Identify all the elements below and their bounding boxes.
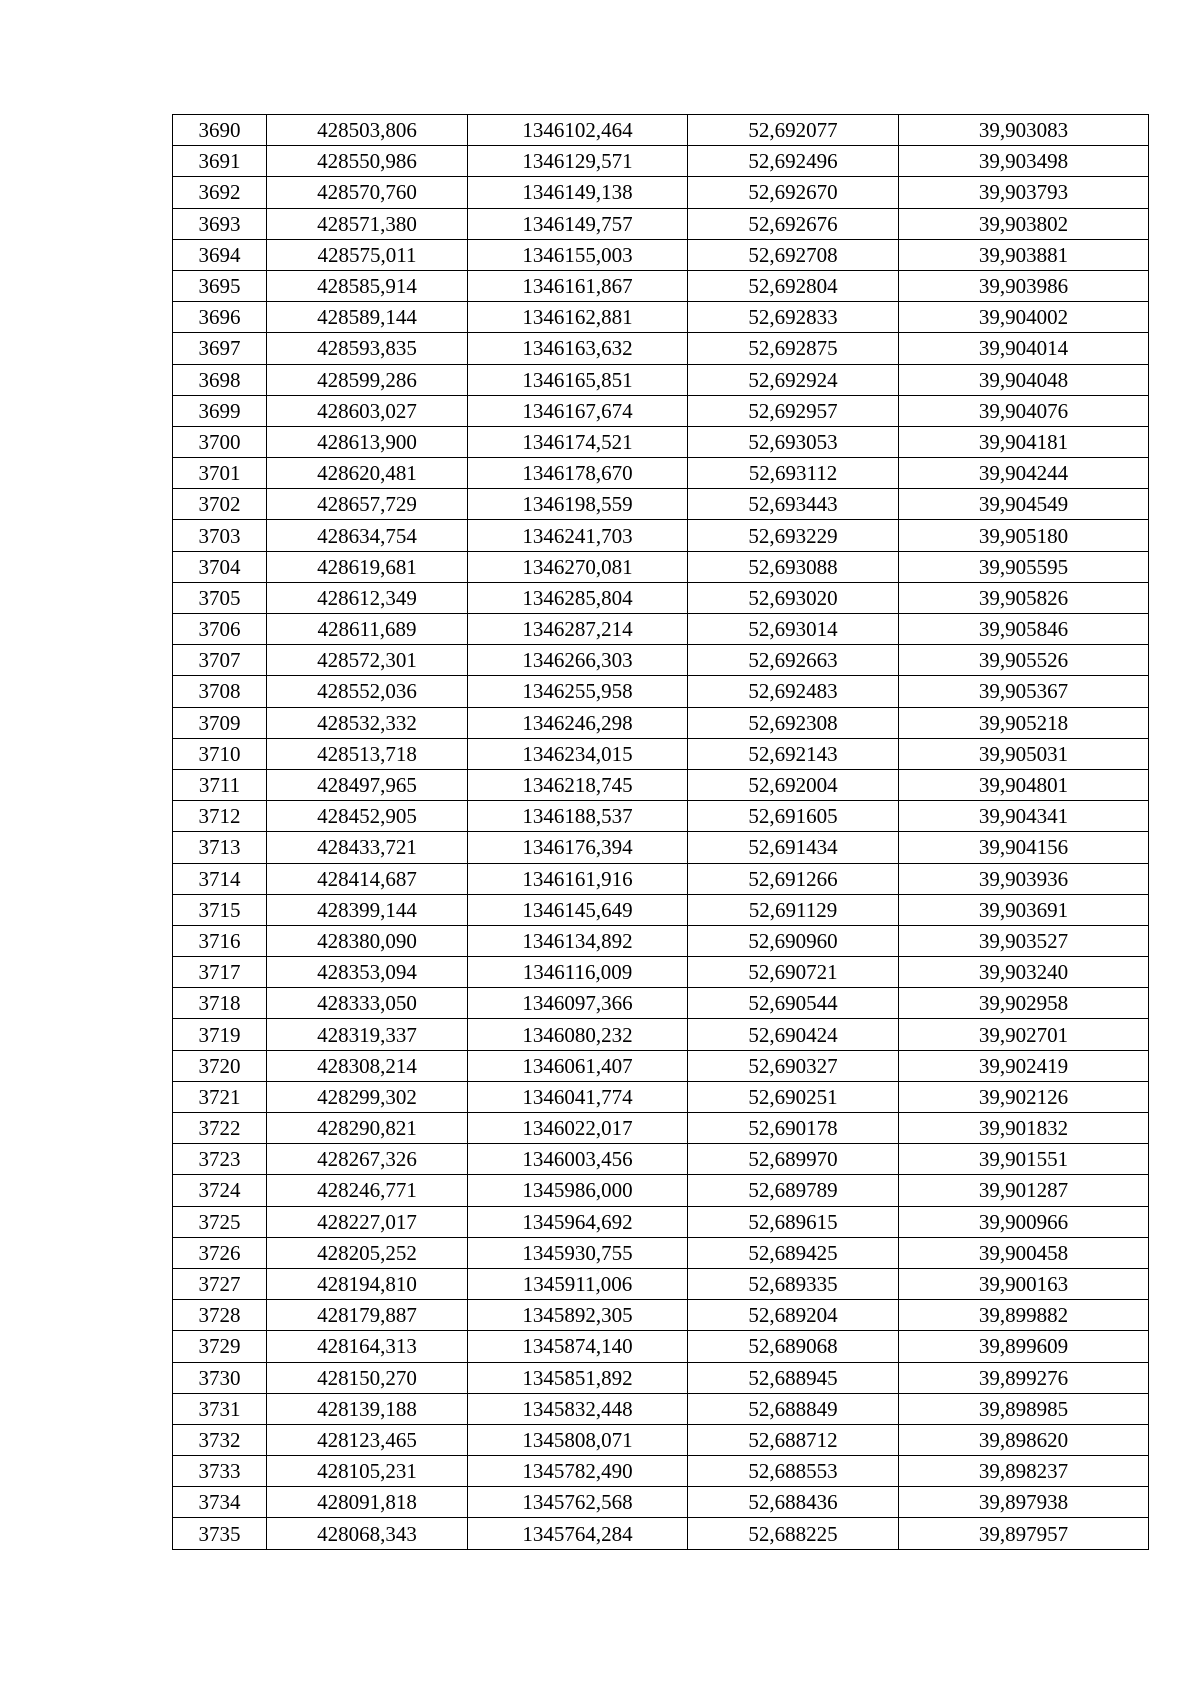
point-number-cell: 3700	[173, 426, 267, 457]
point-number-cell: 3707	[173, 645, 267, 676]
point-number-cell: 3713	[173, 832, 267, 863]
x-coordinate-cell: 428603,027	[267, 395, 468, 426]
y-coordinate-cell: 1345911,006	[468, 1268, 688, 1299]
latitude-cell: 52,690178	[688, 1113, 899, 1144]
latitude-cell: 52,691434	[688, 832, 899, 863]
x-coordinate-cell: 428179,887	[267, 1300, 468, 1331]
longitude-cell: 39,899609	[899, 1331, 1149, 1362]
point-number-cell: 3735	[173, 1518, 267, 1549]
table-row	[173, 1424, 1149, 1455]
latitude-cell: 52,692804	[688, 270, 899, 301]
longitude-cell: 39,904549	[899, 489, 1149, 520]
y-coordinate-cell: 1346097,366	[468, 988, 688, 1019]
latitude-cell: 52,693229	[688, 520, 899, 551]
longitude-cell: 39,902126	[899, 1081, 1149, 1112]
point-number-cell: 3721	[173, 1081, 267, 1112]
x-coordinate-cell: 428246,771	[267, 1175, 468, 1206]
x-coordinate-cell: 428433,721	[267, 832, 468, 863]
longitude-cell: 39,897938	[899, 1487, 1149, 1518]
point-number-cell: 3724	[173, 1175, 267, 1206]
longitude-cell: 39,898620	[899, 1424, 1149, 1455]
latitude-cell: 52,689335	[688, 1268, 899, 1299]
table-row	[173, 1268, 1149, 1299]
x-coordinate-cell: 428105,231	[267, 1456, 468, 1487]
latitude-cell: 52,692663	[688, 645, 899, 676]
table-row	[173, 832, 1149, 863]
longitude-cell: 39,904002	[899, 302, 1149, 333]
x-coordinate-cell: 428164,313	[267, 1331, 468, 1362]
x-coordinate-cell: 428319,337	[267, 1019, 468, 1050]
y-coordinate-cell: 1345930,755	[468, 1237, 688, 1268]
longitude-cell: 39,905846	[899, 614, 1149, 645]
point-number-cell: 3719	[173, 1019, 267, 1050]
y-coordinate-cell: 1346003,456	[468, 1144, 688, 1175]
table-row	[173, 863, 1149, 894]
x-coordinate-cell: 428091,818	[267, 1487, 468, 1518]
y-coordinate-cell: 1345892,305	[468, 1300, 688, 1331]
longitude-cell: 39,899882	[899, 1300, 1149, 1331]
latitude-cell: 52,693112	[688, 458, 899, 489]
y-coordinate-cell: 1346167,674	[468, 395, 688, 426]
y-coordinate-cell: 1346161,916	[468, 863, 688, 894]
x-coordinate-cell: 428353,094	[267, 957, 468, 988]
table-row	[173, 1237, 1149, 1268]
longitude-cell: 39,905526	[899, 645, 1149, 676]
x-coordinate-cell: 428497,965	[267, 769, 468, 800]
table-row	[173, 177, 1149, 208]
y-coordinate-cell: 1346162,881	[468, 302, 688, 333]
point-number-cell: 3734	[173, 1487, 267, 1518]
table-row	[173, 364, 1149, 395]
table-row	[173, 426, 1149, 457]
point-number-cell: 3731	[173, 1393, 267, 1424]
longitude-cell: 39,903793	[899, 177, 1149, 208]
table-row	[173, 988, 1149, 1019]
table-row	[173, 1300, 1149, 1331]
y-coordinate-cell: 1346234,015	[468, 738, 688, 769]
y-coordinate-cell: 1346176,394	[468, 832, 688, 863]
latitude-cell: 52,688553	[688, 1456, 899, 1487]
longitude-cell: 39,901551	[899, 1144, 1149, 1175]
latitude-cell: 52,693014	[688, 614, 899, 645]
y-coordinate-cell: 1346102,464	[468, 115, 688, 146]
table-row	[173, 1393, 1149, 1424]
latitude-cell: 52,692833	[688, 302, 899, 333]
table-row	[173, 1019, 1149, 1050]
longitude-cell: 39,904048	[899, 364, 1149, 395]
latitude-cell: 52,688436	[688, 1487, 899, 1518]
longitude-cell: 39,905218	[899, 707, 1149, 738]
y-coordinate-cell: 1345964,692	[468, 1206, 688, 1237]
table-row	[173, 1331, 1149, 1362]
latitude-cell: 52,689425	[688, 1237, 899, 1268]
point-number-cell: 3715	[173, 894, 267, 925]
y-coordinate-cell: 1346149,757	[468, 208, 688, 239]
point-number-cell: 3712	[173, 801, 267, 832]
point-number-cell: 3732	[173, 1424, 267, 1455]
latitude-cell: 52,689970	[688, 1144, 899, 1175]
latitude-cell: 52,692483	[688, 676, 899, 707]
point-number-cell: 3704	[173, 551, 267, 582]
x-coordinate-cell: 428532,332	[267, 707, 468, 738]
point-number-cell: 3701	[173, 458, 267, 489]
x-coordinate-cell: 428599,286	[267, 364, 468, 395]
x-coordinate-cell: 428513,718	[267, 738, 468, 769]
table-row	[173, 1487, 1149, 1518]
table-row	[173, 208, 1149, 239]
latitude-cell: 52,688225	[688, 1518, 899, 1549]
y-coordinate-cell: 1345762,568	[468, 1487, 688, 1518]
x-coordinate-cell: 428634,754	[267, 520, 468, 551]
y-coordinate-cell: 1346163,632	[468, 333, 688, 364]
table-row	[173, 925, 1149, 956]
x-coordinate-cell: 428620,481	[267, 458, 468, 489]
latitude-cell: 52,688945	[688, 1362, 899, 1393]
table-row	[173, 1518, 1149, 1549]
point-number-cell: 3690	[173, 115, 267, 146]
y-coordinate-cell: 1346145,649	[468, 894, 688, 925]
y-coordinate-cell: 1345808,071	[468, 1424, 688, 1455]
longitude-cell: 39,898237	[899, 1456, 1149, 1487]
table-row	[173, 489, 1149, 520]
table-row	[173, 395, 1149, 426]
x-coordinate-cell: 428267,326	[267, 1144, 468, 1175]
y-coordinate-cell: 1346287,214	[468, 614, 688, 645]
longitude-cell: 39,904181	[899, 426, 1149, 457]
y-coordinate-cell: 1346165,851	[468, 364, 688, 395]
x-coordinate-cell: 428227,017	[267, 1206, 468, 1237]
x-coordinate-cell: 428612,349	[267, 582, 468, 613]
point-number-cell: 3726	[173, 1237, 267, 1268]
point-number-cell: 3716	[173, 925, 267, 956]
point-number-cell: 3728	[173, 1300, 267, 1331]
x-coordinate-cell: 428503,806	[267, 115, 468, 146]
point-number-cell: 3720	[173, 1050, 267, 1081]
point-number-cell: 3725	[173, 1206, 267, 1237]
x-coordinate-cell: 428575,011	[267, 239, 468, 270]
x-coordinate-cell: 428380,090	[267, 925, 468, 956]
table-row	[173, 239, 1149, 270]
point-number-cell: 3729	[173, 1331, 267, 1362]
longitude-cell: 39,903802	[899, 208, 1149, 239]
longitude-cell: 39,903881	[899, 239, 1149, 270]
table-row	[173, 801, 1149, 832]
longitude-cell: 39,903691	[899, 894, 1149, 925]
table-row	[173, 614, 1149, 645]
x-coordinate-cell: 428589,144	[267, 302, 468, 333]
y-coordinate-cell: 1345851,892	[468, 1362, 688, 1393]
point-number-cell: 3702	[173, 489, 267, 520]
latitude-cell: 52,692708	[688, 239, 899, 270]
table-row	[173, 769, 1149, 800]
latitude-cell: 52,690721	[688, 957, 899, 988]
table-row	[173, 146, 1149, 177]
longitude-cell: 39,905595	[899, 551, 1149, 582]
y-coordinate-cell: 1346061,407	[468, 1050, 688, 1081]
longitude-cell: 39,900458	[899, 1237, 1149, 1268]
x-coordinate-cell: 428619,681	[267, 551, 468, 582]
latitude-cell: 52,692676	[688, 208, 899, 239]
point-number-cell: 3722	[173, 1113, 267, 1144]
x-coordinate-cell: 428572,301	[267, 645, 468, 676]
y-coordinate-cell: 1346149,138	[468, 177, 688, 208]
longitude-cell: 39,903527	[899, 925, 1149, 956]
table-row	[173, 676, 1149, 707]
point-number-cell: 3691	[173, 146, 267, 177]
x-coordinate-cell: 428205,252	[267, 1237, 468, 1268]
latitude-cell: 52,692875	[688, 333, 899, 364]
x-coordinate-cell: 428123,465	[267, 1424, 468, 1455]
x-coordinate-cell: 428414,687	[267, 863, 468, 894]
y-coordinate-cell: 1346266,303	[468, 645, 688, 676]
longitude-cell: 39,902958	[899, 988, 1149, 1019]
table-row	[173, 1456, 1149, 1487]
longitude-cell: 39,903498	[899, 146, 1149, 177]
table-row	[173, 1362, 1149, 1393]
latitude-cell: 52,691605	[688, 801, 899, 832]
y-coordinate-cell: 1345764,284	[468, 1518, 688, 1549]
latitude-cell: 52,688849	[688, 1393, 899, 1424]
x-coordinate-cell: 428570,760	[267, 177, 468, 208]
y-coordinate-cell: 1345874,140	[468, 1331, 688, 1362]
point-number-cell: 3697	[173, 333, 267, 364]
latitude-cell: 52,689204	[688, 1300, 899, 1331]
table-row	[173, 894, 1149, 925]
x-coordinate-cell: 428150,270	[267, 1362, 468, 1393]
latitude-cell: 52,692924	[688, 364, 899, 395]
point-number-cell: 3708	[173, 676, 267, 707]
latitude-cell: 52,689789	[688, 1175, 899, 1206]
point-number-cell: 3699	[173, 395, 267, 426]
point-number-cell: 3694	[173, 239, 267, 270]
table-row	[173, 302, 1149, 333]
y-coordinate-cell: 1346241,703	[468, 520, 688, 551]
longitude-cell: 39,904801	[899, 769, 1149, 800]
longitude-cell: 39,905367	[899, 676, 1149, 707]
table-row	[173, 1175, 1149, 1206]
point-number-cell: 3711	[173, 769, 267, 800]
latitude-cell: 52,693053	[688, 426, 899, 457]
longitude-cell: 39,898985	[899, 1393, 1149, 1424]
table-row	[173, 738, 1149, 769]
latitude-cell: 52,692670	[688, 177, 899, 208]
latitude-cell: 52,690960	[688, 925, 899, 956]
coordinates-table	[172, 114, 1149, 1550]
longitude-cell: 39,904076	[899, 395, 1149, 426]
x-coordinate-cell: 428611,689	[267, 614, 468, 645]
longitude-cell: 39,903083	[899, 115, 1149, 146]
point-number-cell: 3717	[173, 957, 267, 988]
table-row	[173, 645, 1149, 676]
latitude-cell: 52,692004	[688, 769, 899, 800]
y-coordinate-cell: 1346188,537	[468, 801, 688, 832]
y-coordinate-cell: 1346022,017	[468, 1113, 688, 1144]
latitude-cell: 52,690327	[688, 1050, 899, 1081]
point-number-cell: 3709	[173, 707, 267, 738]
point-number-cell: 3693	[173, 208, 267, 239]
table-row	[173, 551, 1149, 582]
latitude-cell: 52,693020	[688, 582, 899, 613]
longitude-cell: 39,901287	[899, 1175, 1149, 1206]
x-coordinate-cell: 428585,914	[267, 270, 468, 301]
point-number-cell: 3727	[173, 1268, 267, 1299]
point-number-cell: 3714	[173, 863, 267, 894]
y-coordinate-cell: 1346285,804	[468, 582, 688, 613]
latitude-cell: 52,688712	[688, 1424, 899, 1455]
point-number-cell: 3695	[173, 270, 267, 301]
longitude-cell: 39,903986	[899, 270, 1149, 301]
latitude-cell: 52,690544	[688, 988, 899, 1019]
y-coordinate-cell: 1346178,670	[468, 458, 688, 489]
longitude-cell: 39,903240	[899, 957, 1149, 988]
latitude-cell: 52,689615	[688, 1206, 899, 1237]
y-coordinate-cell: 1346080,232	[468, 1019, 688, 1050]
x-coordinate-cell: 428613,900	[267, 426, 468, 457]
latitude-cell: 52,691266	[688, 863, 899, 894]
y-coordinate-cell: 1346041,774	[468, 1081, 688, 1112]
longitude-cell: 39,905826	[899, 582, 1149, 613]
x-coordinate-cell: 428550,986	[267, 146, 468, 177]
table-row	[173, 1144, 1149, 1175]
latitude-cell: 52,692077	[688, 115, 899, 146]
y-coordinate-cell: 1346198,559	[468, 489, 688, 520]
point-number-cell: 3692	[173, 177, 267, 208]
x-coordinate-cell: 428308,214	[267, 1050, 468, 1081]
x-coordinate-cell: 428552,036	[267, 676, 468, 707]
x-coordinate-cell: 428290,821	[267, 1113, 468, 1144]
coordinates-table-body	[173, 115, 1149, 1550]
latitude-cell: 52,691129	[688, 894, 899, 925]
x-coordinate-cell: 428299,302	[267, 1081, 468, 1112]
point-number-cell: 3703	[173, 520, 267, 551]
point-number-cell: 3718	[173, 988, 267, 1019]
latitude-cell: 52,692143	[688, 738, 899, 769]
x-coordinate-cell: 428068,343	[267, 1518, 468, 1549]
longitude-cell: 39,899276	[899, 1362, 1149, 1393]
x-coordinate-cell: 428399,144	[267, 894, 468, 925]
x-coordinate-cell: 428657,729	[267, 489, 468, 520]
y-coordinate-cell: 1346116,009	[468, 957, 688, 988]
longitude-cell: 39,901832	[899, 1113, 1149, 1144]
point-number-cell: 3730	[173, 1362, 267, 1393]
longitude-cell: 39,900966	[899, 1206, 1149, 1237]
y-coordinate-cell: 1346218,745	[468, 769, 688, 800]
longitude-cell: 39,904341	[899, 801, 1149, 832]
latitude-cell: 52,690424	[688, 1019, 899, 1050]
latitude-cell: 52,689068	[688, 1331, 899, 1362]
table-row	[173, 458, 1149, 489]
y-coordinate-cell: 1346155,003	[468, 239, 688, 270]
longitude-cell: 39,905180	[899, 520, 1149, 551]
longitude-cell: 39,904156	[899, 832, 1149, 863]
point-number-cell: 3696	[173, 302, 267, 333]
table-row	[173, 1206, 1149, 1237]
longitude-cell: 39,905031	[899, 738, 1149, 769]
x-coordinate-cell: 428333,050	[267, 988, 468, 1019]
longitude-cell: 39,904244	[899, 458, 1149, 489]
latitude-cell: 52,692957	[688, 395, 899, 426]
point-number-cell: 3705	[173, 582, 267, 613]
point-number-cell: 3710	[173, 738, 267, 769]
latitude-cell: 52,692308	[688, 707, 899, 738]
table-row	[173, 707, 1149, 738]
table-row	[173, 582, 1149, 613]
y-coordinate-cell: 1345986,000	[468, 1175, 688, 1206]
table-row	[173, 333, 1149, 364]
table-row	[173, 1081, 1149, 1112]
longitude-cell: 39,897957	[899, 1518, 1149, 1549]
y-coordinate-cell: 1346270,081	[468, 551, 688, 582]
latitude-cell: 52,693443	[688, 489, 899, 520]
point-number-cell: 3706	[173, 614, 267, 645]
y-coordinate-cell: 1346255,958	[468, 676, 688, 707]
point-number-cell: 3733	[173, 1456, 267, 1487]
longitude-cell: 39,900163	[899, 1268, 1149, 1299]
y-coordinate-cell: 1345832,448	[468, 1393, 688, 1424]
longitude-cell: 39,902701	[899, 1019, 1149, 1050]
point-number-cell: 3723	[173, 1144, 267, 1175]
x-coordinate-cell: 428139,188	[267, 1393, 468, 1424]
y-coordinate-cell: 1346161,867	[468, 270, 688, 301]
longitude-cell: 39,903936	[899, 863, 1149, 894]
table-row	[173, 115, 1149, 146]
latitude-cell: 52,690251	[688, 1081, 899, 1112]
y-coordinate-cell: 1346246,298	[468, 707, 688, 738]
longitude-cell: 39,904014	[899, 333, 1149, 364]
latitude-cell: 52,692496	[688, 146, 899, 177]
table-row	[173, 1050, 1149, 1081]
longitude-cell: 39,902419	[899, 1050, 1149, 1081]
y-coordinate-cell: 1346129,571	[468, 146, 688, 177]
y-coordinate-cell: 1346174,521	[468, 426, 688, 457]
table-row	[173, 270, 1149, 301]
point-number-cell: 3698	[173, 364, 267, 395]
y-coordinate-cell: 1345782,490	[468, 1456, 688, 1487]
table-row	[173, 1113, 1149, 1144]
x-coordinate-cell: 428194,810	[267, 1268, 468, 1299]
x-coordinate-cell: 428452,905	[267, 801, 468, 832]
y-coordinate-cell: 1346134,892	[468, 925, 688, 956]
x-coordinate-cell: 428593,835	[267, 333, 468, 364]
table-row	[173, 957, 1149, 988]
x-coordinate-cell: 428571,380	[267, 208, 468, 239]
table-row	[173, 520, 1149, 551]
latitude-cell: 52,693088	[688, 551, 899, 582]
